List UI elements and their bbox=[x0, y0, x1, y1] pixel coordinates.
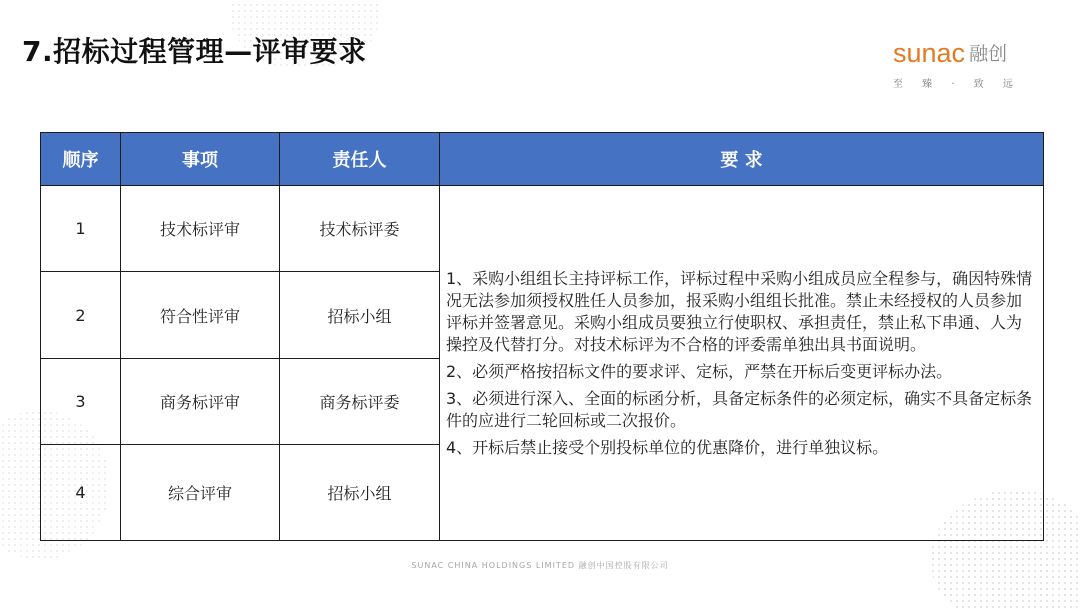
page-title: 7.招标过程管理—评审要求 bbox=[22, 35, 367, 68]
cell-order: 3 bbox=[41, 359, 121, 445]
logo-chinese-name: 融创 bbox=[969, 43, 1008, 65]
header-owner: 责任人 bbox=[280, 133, 440, 186]
requirements-cell bbox=[440, 186, 1044, 541]
logo-slogan: 至 臻 · 致 远 bbox=[893, 79, 1014, 90]
cell-owner: 技术标评委 bbox=[280, 186, 440, 272]
requirement-item: 3、必须进行深入、全面的标函分析，具备定标条件的必须定标，确实不具备定标条件的应进行二轮回标或二次报价。 bbox=[446, 388, 1033, 430]
requirement-item: 2、必须严格按招标文件的要求评、定标，严禁在开标后变更评标办法。 bbox=[446, 361, 953, 381]
review-requirements-table bbox=[40, 132, 1044, 541]
requirement-item: 4、开标后禁止接受个别投标单位的优惠降价，进行单独议标。 bbox=[446, 437, 889, 457]
logo-wordmark: sunac bbox=[893, 38, 966, 68]
footer-company-name: SUNAC CHINA HOLDINGS LIMITED 融创中国控股有限公司 bbox=[411, 561, 669, 570]
cell-item: 技术标评审 bbox=[121, 186, 280, 272]
header-order: 顺序 bbox=[41, 133, 121, 186]
cell-item: 综合评审 bbox=[121, 445, 280, 541]
cell-order: 1 bbox=[41, 186, 121, 272]
cell-order: 2 bbox=[41, 272, 121, 359]
cell-item: 商务标评审 bbox=[121, 359, 280, 445]
brand-logo bbox=[893, 40, 1063, 90]
header-requirements: 要 求 bbox=[440, 133, 1044, 186]
cell-order: 4 bbox=[41, 445, 121, 541]
requirement-item: 1、采购小组组长主持评标工作，评标过程中采购小组成员应全程参与，确因特殊情况无法参加须授权胜任人员参加，报采购小组组长批准。禁止未经授权的人员参加评标并签署意见。采购小组成员要独立行使职权、承担责任，禁止私下串通、人为操控及代替打分。对技术标评为不合格的评委需单独出具书面说明。 bbox=[446, 268, 1033, 354]
table-row bbox=[41, 186, 1044, 272]
cell-owner: 招标小组 bbox=[280, 272, 440, 359]
header-item: 事项 bbox=[121, 133, 280, 186]
cell-owner: 商务标评委 bbox=[280, 359, 440, 445]
cell-owner: 招标小组 bbox=[280, 445, 440, 541]
table-header-row bbox=[41, 133, 1044, 186]
cell-item: 符合性评审 bbox=[121, 272, 280, 359]
